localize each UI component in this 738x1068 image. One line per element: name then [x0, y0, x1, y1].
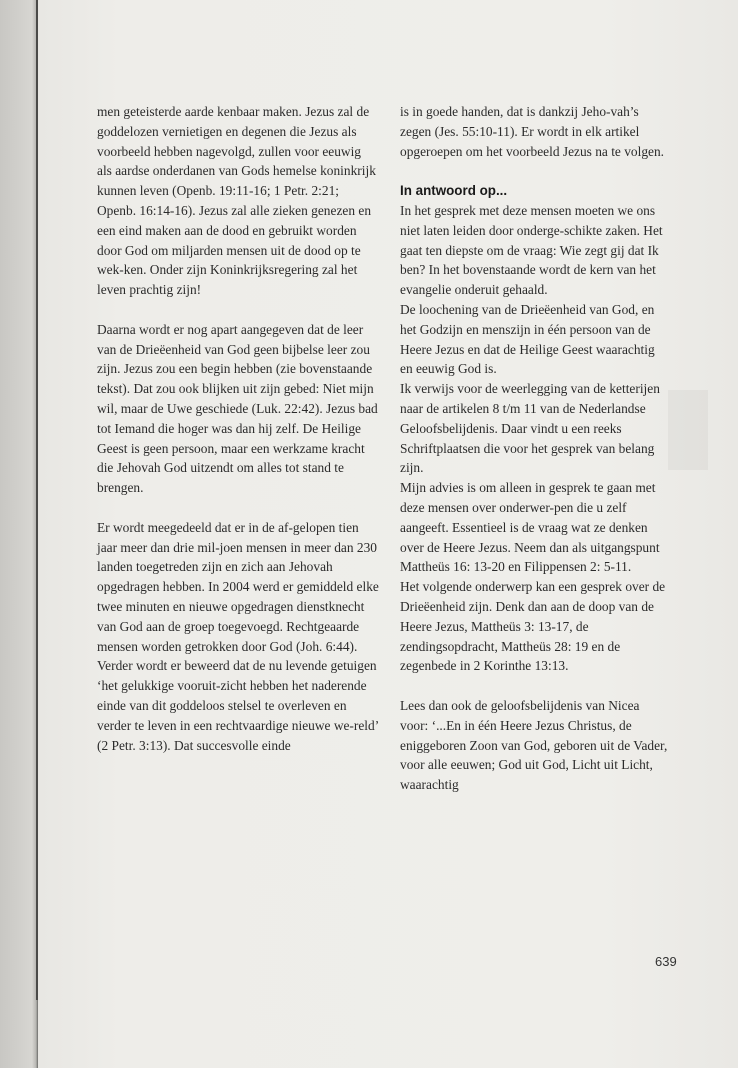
right-paragraph-7: Lees dan ook de geloofsbelijdenis van Nicea voor: ‘...En in één Heere Jezus Christus, de eniggeboren Zoon van God, geboren uit de Vader, voor alle eeuwen; God uit God, Licht uit Licht, waarachtig — [400, 697, 668, 793]
section-heading: In antwoord op... — [400, 183, 508, 199]
spine-edge — [36, 0, 38, 1000]
left-paragraph-1: men geteisterde aarde kenbaar maken. Jezus zal de goddelozen vernietigen en degenen die Jezus als voorbeeld hebben nagevolgd, zullen voor eeuwig als aardse onderdanen van Gods hemelse koninkrijk kunnen leven (Openb. 19:11-16; 1 Petr. 2:21; Openb. 16:14-16). Jezus zal alle zieken genezen en een eind maken aan de dood en gebruikt worden door God om miljarden mensen uit de dood op te wek-ken. Onder zijn Koninkrijksregering zal het leven prachtig zijn! — [97, 104, 376, 298]
right-paragraph-3: De loochening van de Drieëenheid van God, en het Godzijn en menszijn in één persoon van de Heere Jezus en dat de Heilige Geest waarachtig en eeuwig God is. — [400, 301, 655, 377]
left-paragraph-2: Daarna wordt er nog apart aangegeven dat de leer van de Drieëenheid van God geen bijbelse leer zou zijn. Jezus zou een begin hebben (zie bovenstaande tekst). Dat zou ook blijken uit zijn gebed: Niet mijn wil, maar de Uwe geschiede (Luk. 22:42). Jezus bad tot Iemand die hoger was dan hij zelf. De Heilige Geest is geen persoon, maar een werkzame kracht die Jehovah God uitzendt om alles tot stand te brengen. — [97, 321, 378, 496]
right-paragraph-1: is in goede handen, dat is dankzij Jeho-vah’s zegen (Jes. 55:10-11). Er wordt in elk artikel opgeroepen om het voorbeeld Jezus na te volgen. — [400, 104, 665, 159]
right-paragraph-2: In het gesprek met deze mensen moeten we ons niet laten leiden door onderge-schikte zaken. Het gaat ten diepste om de vraag: Wie zegt gij dat Ik ben? In het bovenstaande wordt de kern van het evangelie onderuit gehaald. — [400, 202, 663, 298]
book-spine-shadow — [0, 0, 38, 1068]
left-text-column — [97, 102, 379, 755]
page-number: 639 — [655, 954, 677, 969]
right-paragraph-5: Mijn advies is om alleen in gesprek te gaan met deze mensen over onderwer-pen die u zelf aangeeft. Essentieel is de vraag wat ze denken over de Heere Jezus. Neem dan als uitgangspunt Mattheüs 16: 13-20 en Filippensen 2: 5-11. — [400, 480, 660, 575]
right-paragraph-6: Het volgende onderwerp kan een gesprek over de Drieëenheid zijn. Denk dan aan de doop van de Heere Jezus, Mattheüs 3: 13-17, de zendingsopdracht, Mattheüs 28: 19 en de zegenbede in 2 Korinthe 13:13. — [400, 579, 666, 674]
right-paragraph-4: Ik verwijs voor de weerlegging van de ketterijen naar de artikelen 8 t/m 11 van de Nederlandse Geloofsbelijdenis. Daar vindt u een reeks Schriftplaatsen die voor het gesprek van belang zijn. — [400, 381, 660, 476]
right-text-column — [400, 102, 668, 795]
left-paragraph-3: Er wordt meegedeeld dat er in de af-gelopen tien jaar meer dan drie mil-joen mensen in meer dan 230 landen toegetreden zijn en zich aan Jehovah opgedragen hebben. In 2004 werd er gemiddeld elke twee minuten en nieuwe opgedragen dienstknecht van God aan de groep toegevoegd. Rechtgeaarde mensen worden getrokken door God (Joh. 6:44). Verder wordt er beweerd dat de nu levende getuigen ‘het gelukkige vooruit-zicht hebben het naderende einde van dit goddeloos stelsel te overleven en verder te leven in een rechtvaardige nieuwe we-reld’ (2 Petr. 3:13). Dat succesvolle einde — [97, 519, 379, 753]
bleed-through-shadow — [668, 390, 708, 470]
